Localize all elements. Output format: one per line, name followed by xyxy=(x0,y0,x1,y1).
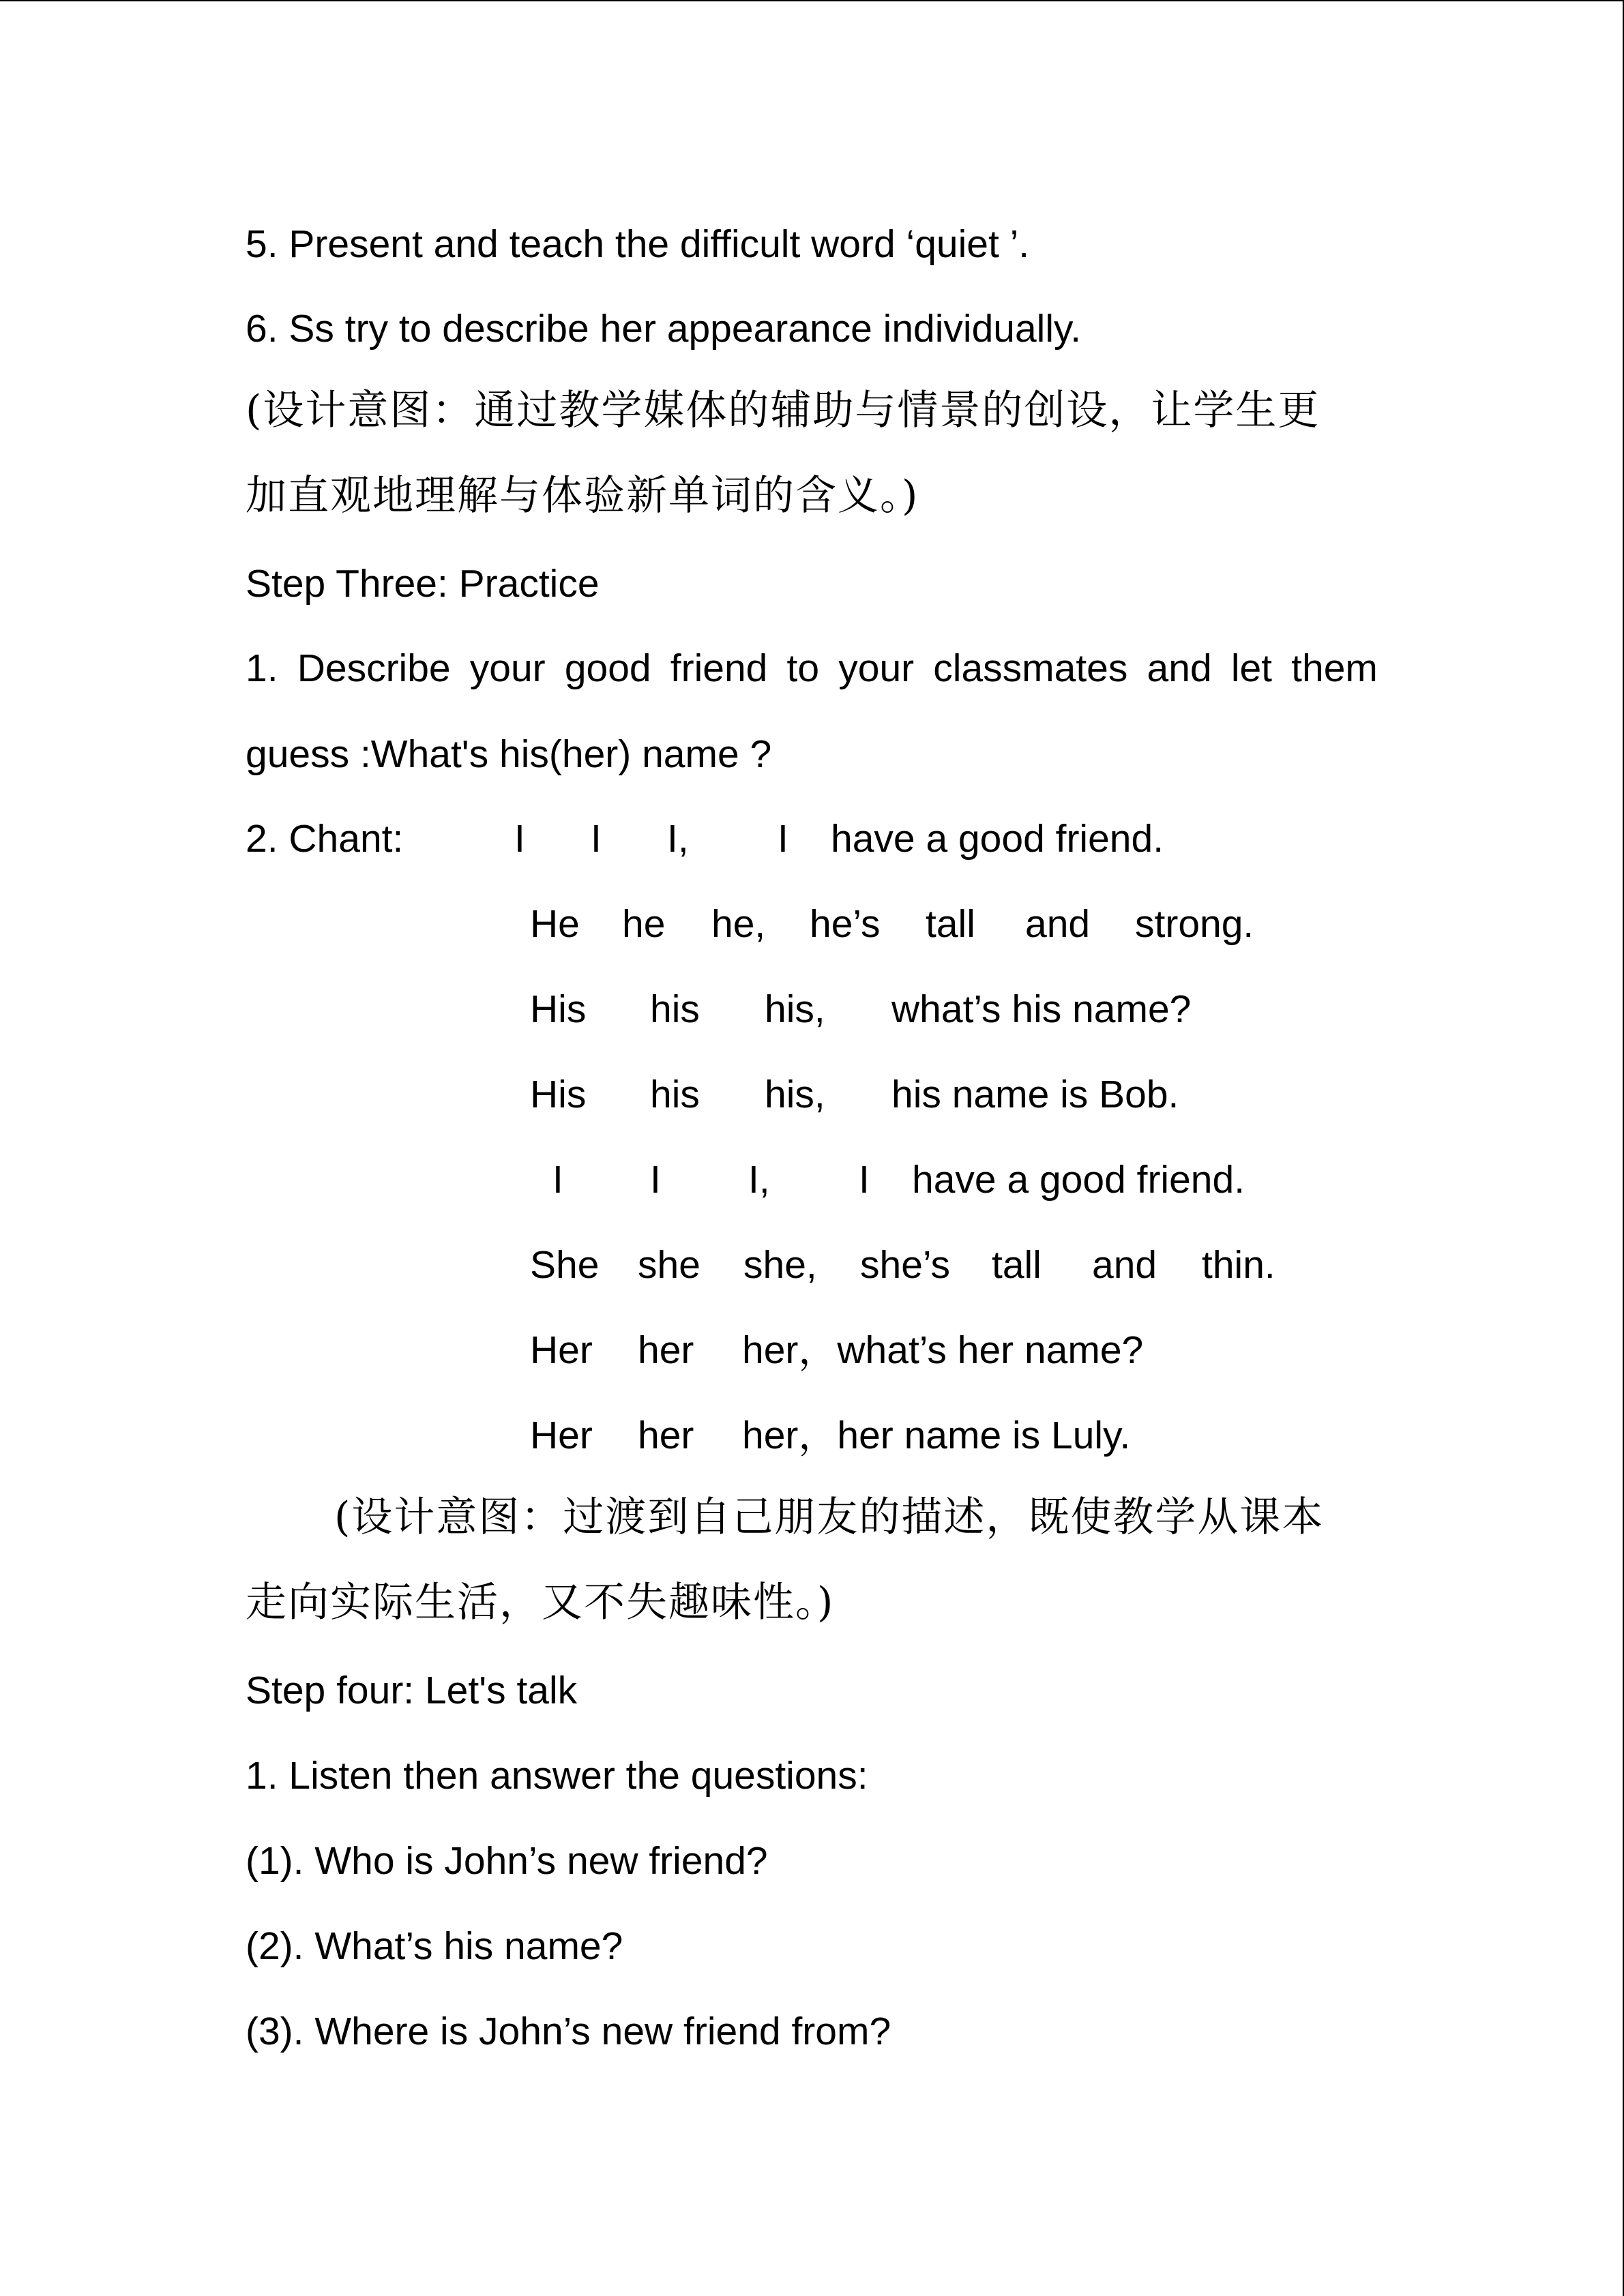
chant-word: She xyxy=(530,1243,600,1287)
chant-word: she, xyxy=(743,1243,817,1287)
chant-word: He xyxy=(530,902,580,946)
step-four-heading: Step four: Let's talk xyxy=(246,1669,578,1712)
word: your xyxy=(469,646,546,690)
chant-word: and xyxy=(1025,902,1091,946)
chant-word: he xyxy=(622,902,666,946)
word: friend xyxy=(670,646,768,690)
word: let xyxy=(1230,646,1273,690)
chant-word: he, xyxy=(711,902,766,946)
chant-word: I xyxy=(859,1158,870,1202)
design-intent-2-line-b: 走向实际生活，又不失趣味性。) xyxy=(246,1579,835,1626)
chant-word: she’s xyxy=(860,1243,951,1287)
practice-item-1-line-b: guess :What's his(her) name ? xyxy=(246,732,772,776)
practice-item-1-line-a xyxy=(246,646,1378,690)
chant-word: Her xyxy=(530,1414,593,1457)
chant-word: strong. xyxy=(1135,902,1254,946)
listen-instruction: 1. Listen then answer the questions: xyxy=(246,1754,868,1798)
word: them xyxy=(1291,646,1378,690)
word: to xyxy=(786,646,820,690)
question-2: (2). What’s his name? xyxy=(246,1924,623,1968)
word: and xyxy=(1147,646,1212,690)
chant-word: his, xyxy=(765,987,825,1031)
chant-word: I xyxy=(650,1158,661,1202)
chant-phrase: what’s his name? xyxy=(891,987,1192,1031)
chant-phrase: have a good friend. xyxy=(831,817,1164,861)
chant-word: I xyxy=(591,817,602,861)
chant-word: his xyxy=(650,1073,700,1116)
word: your xyxy=(838,646,915,690)
word: 1. xyxy=(246,646,278,690)
chant-word: her xyxy=(638,1328,694,1372)
word: Describe xyxy=(297,646,451,690)
question-3: (3). Where is John’s new friend from? xyxy=(246,2010,891,2053)
chant-word: and xyxy=(1092,1243,1157,1287)
chant-word: thin. xyxy=(1202,1243,1275,1287)
chant-phrase: her，her name is Luly. xyxy=(742,1414,1131,1457)
word: good xyxy=(564,646,651,690)
chant-word: her xyxy=(638,1414,694,1457)
chant-word: I xyxy=(778,817,788,861)
chant-label: 2. Chant: xyxy=(246,817,404,861)
chant-word: she xyxy=(638,1243,700,1287)
chant-word: I, xyxy=(748,1158,770,1202)
chant-phrase: her，what’s her name? xyxy=(742,1328,1144,1372)
chant-word: I, xyxy=(667,817,689,861)
chant-word: His xyxy=(530,987,587,1031)
design-intent-1-line-b: 加直观地理解与体验新单词的含义。) xyxy=(246,472,919,520)
design-intent-2-line-a: (设计意图：过渡到自己朋友的描述，既使教学从课本 xyxy=(334,1493,1325,1541)
chant-word: Her xyxy=(530,1328,593,1372)
item-6-line: 6. Ss try to describe her appearance individually. xyxy=(246,307,1082,351)
word: classmates xyxy=(933,646,1128,690)
design-intent-1-line-a: (设计意图：通过教学媒体的辅助与情景的创设，让学生更 xyxy=(246,387,1320,434)
chant-phrase: have a good friend. xyxy=(912,1158,1245,1202)
chant-word: his xyxy=(650,987,700,1031)
chant-word: he’s xyxy=(810,902,881,946)
step-three-heading: Step Three: Practice xyxy=(246,562,600,606)
item-5-line: 5. Present and teach the difficult word ‘quiet ’. xyxy=(246,222,1030,266)
chant-word: His xyxy=(530,1073,587,1116)
chant-word: I xyxy=(552,1158,563,1202)
question-1: (1). Who is John’s new friend? xyxy=(246,1839,768,1883)
chant-phrase: his name is Bob. xyxy=(891,1073,1179,1116)
chant-word: tall xyxy=(926,902,975,946)
chant-word: tall xyxy=(992,1243,1042,1287)
chant-word: his, xyxy=(765,1073,825,1116)
chant-word: I xyxy=(514,817,525,861)
